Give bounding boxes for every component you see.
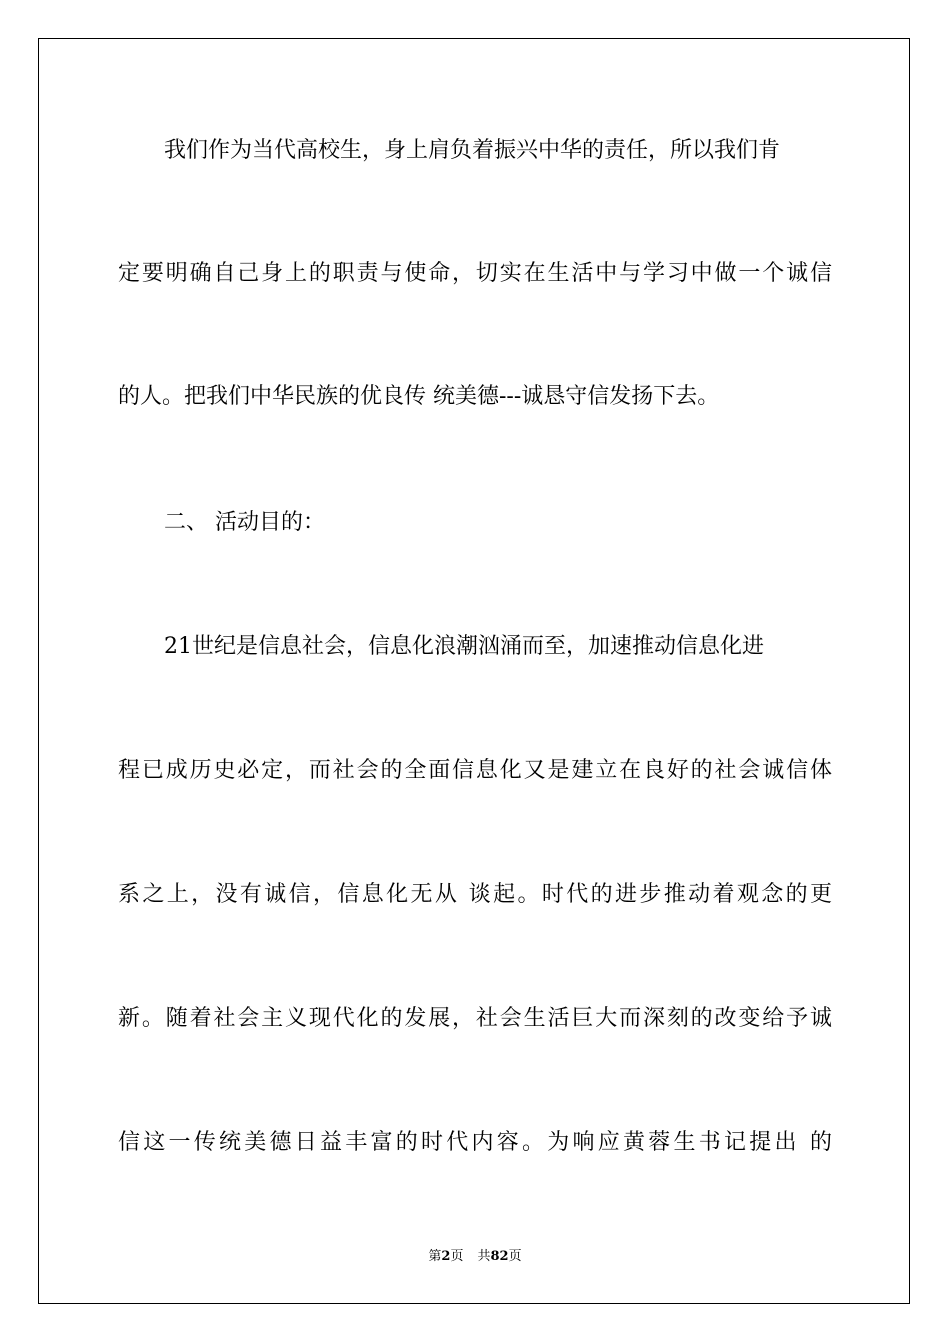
current-page-number: 2 xyxy=(441,1249,451,1264)
page-border xyxy=(38,38,910,1304)
footer-total-prefix: 共 xyxy=(477,1249,491,1264)
section-heading: 二、 活动目的： xyxy=(164,510,325,535)
total-page-count: 82 xyxy=(490,1249,509,1264)
text-line: 程已成历史必定，而社会的全面信息化又是建立在良好的社会诚信体 xyxy=(118,758,832,783)
footer-prefix: 第 xyxy=(428,1249,442,1264)
text-line: 新。随着社会主义现代化的发展，社会生活巨大而深刻的改变给予诚 xyxy=(118,1006,832,1031)
text-line: 21世纪是信息社会，信息化浪潮汹涌而至，加速推动信息化进 xyxy=(164,634,764,659)
footer-total-suffix: 页 xyxy=(508,1249,522,1264)
text-line: 定要明确自己身上的职责与使命，切实在生活中与学习中做一个诚信 xyxy=(118,261,832,286)
text-line: 系之上，没有诚信，信息化无从 谈起。时代的进步推动着观念的更 xyxy=(118,882,832,907)
page-footer xyxy=(0,1248,950,1266)
text-line: 我们作为当代高校生，身上肩负着振兴中华的责任，所以我们肯 xyxy=(164,138,781,163)
text-line: 信这一传统美德日益丰富的时代内容。为响应黄蓉生书记提出 的 xyxy=(118,1130,832,1155)
footer-page-suffix: 页 xyxy=(450,1249,464,1264)
text-line: 的人。把我们中华民族的优良传 统美德---诚恳守信发扬下去。 xyxy=(118,384,720,409)
